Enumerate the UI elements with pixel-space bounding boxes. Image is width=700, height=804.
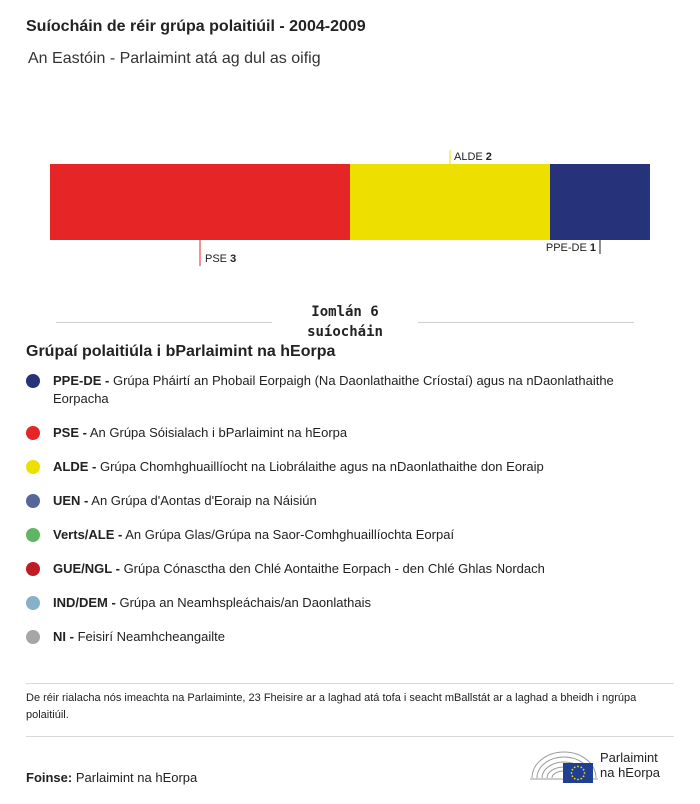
legend-dot [26, 494, 40, 508]
source-text: Parlaimint na hEorpa [75, 770, 198, 785]
legend-dot [26, 596, 40, 610]
legend-text: An Grúpa d'Aontas d'Eoraip na Náisiún [91, 493, 317, 508]
legend-text: Grúpa an Neamhspleáchais/an Daonlathais [119, 595, 371, 610]
legend-abbr: Verts/ALE - [53, 527, 123, 542]
chart-title: Suíocháin de réir grúpa polaitiúil - 2004-2009 [26, 18, 366, 35]
source-label: Foinse: [26, 770, 73, 785]
bar-segment-pse [50, 164, 350, 240]
legend-item [26, 424, 666, 458]
seat-bar-chart [0, 140, 700, 280]
legend-title: Grúpaí polaitiúla i bParlaimint na hEorpa [26, 343, 336, 360]
legend-item [26, 628, 666, 662]
divider-top-note [26, 683, 674, 684]
legend-item [26, 594, 666, 628]
legend-dot [26, 374, 40, 388]
total-line-1: Iomlán 6 [311, 304, 379, 320]
legend-dot [26, 460, 40, 474]
legend-text: Grúpa Chomhghuaillíocht na Liobrálaithe agus na nDaonlathaithe don Eoraip [99, 459, 544, 474]
total-seats [56, 300, 634, 342]
legend-text: Grúpa Cónasctha den Chlé Aontaithe Eorpach - den Chlé Ghlas Nordach [123, 561, 545, 576]
legend-dot [26, 562, 40, 576]
legend-abbr: UEN - [53, 493, 89, 508]
legend-dot [26, 528, 40, 542]
bar-segment-alde [350, 164, 550, 240]
chart-subtitle: An Eastóin - Parlaimint atá ag dul as oifig [28, 50, 321, 67]
legend-item [26, 458, 666, 492]
legend-abbr: ALDE - [53, 459, 97, 474]
total-line-2: suíocháin [307, 324, 383, 340]
source [26, 770, 197, 785]
legend [26, 372, 666, 662]
data-label-ppe-de: PPE-DE 1 [545, 242, 596, 254]
divider-bottom-note [26, 736, 674, 737]
footnote: De réir rialacha nós imeachta na Parlaiminte, 23 Fheisire ar a laghad atá tofa i seacht mBallstát ar a laghad a bheidh i ngrúpa polaitiúil. [26, 692, 637, 721]
legend-item [26, 526, 666, 560]
legend-text: Feisirí Neamhcheangailte [77, 629, 225, 644]
legend-item [26, 560, 666, 594]
legend-abbr: GUE/NGL - [53, 561, 120, 576]
logo-text [600, 750, 660, 780]
data-label-alde: ALDE 2 [454, 151, 492, 163]
divider-right [418, 322, 634, 323]
legend-abbr: PPE-DE - [53, 373, 110, 388]
legend-abbr: NI - [53, 629, 74, 644]
divider-left [56, 322, 272, 323]
legend-item [26, 492, 666, 526]
data-label-pse: PSE 3 [205, 253, 237, 265]
logo-line-2: na hEorpa [600, 765, 660, 780]
legend-dot [26, 426, 40, 440]
legend-item [26, 372, 666, 424]
legend-text: An Grúpa Glas/Grúpa na Saor-Comhghuaillíochta Eorpaí [125, 527, 455, 542]
legend-dot [26, 630, 40, 644]
legend-abbr: PSE - [53, 425, 87, 440]
logo-line-1: Parlaimint [600, 750, 658, 765]
legend-text: Grúpa Pháirtí an Phobail Eorpaigh (Na Daonlathaithe Críostaí) agus na nDaonlathaithe Eorpacha [53, 373, 614, 406]
legend-abbr: IND/DEM - [53, 595, 116, 610]
bar-segment-ppe-de [550, 164, 650, 240]
total-label [272, 302, 418, 342]
legend-text: An Grúpa Sóisialach i bParlaimint na hEorpa [89, 425, 348, 440]
